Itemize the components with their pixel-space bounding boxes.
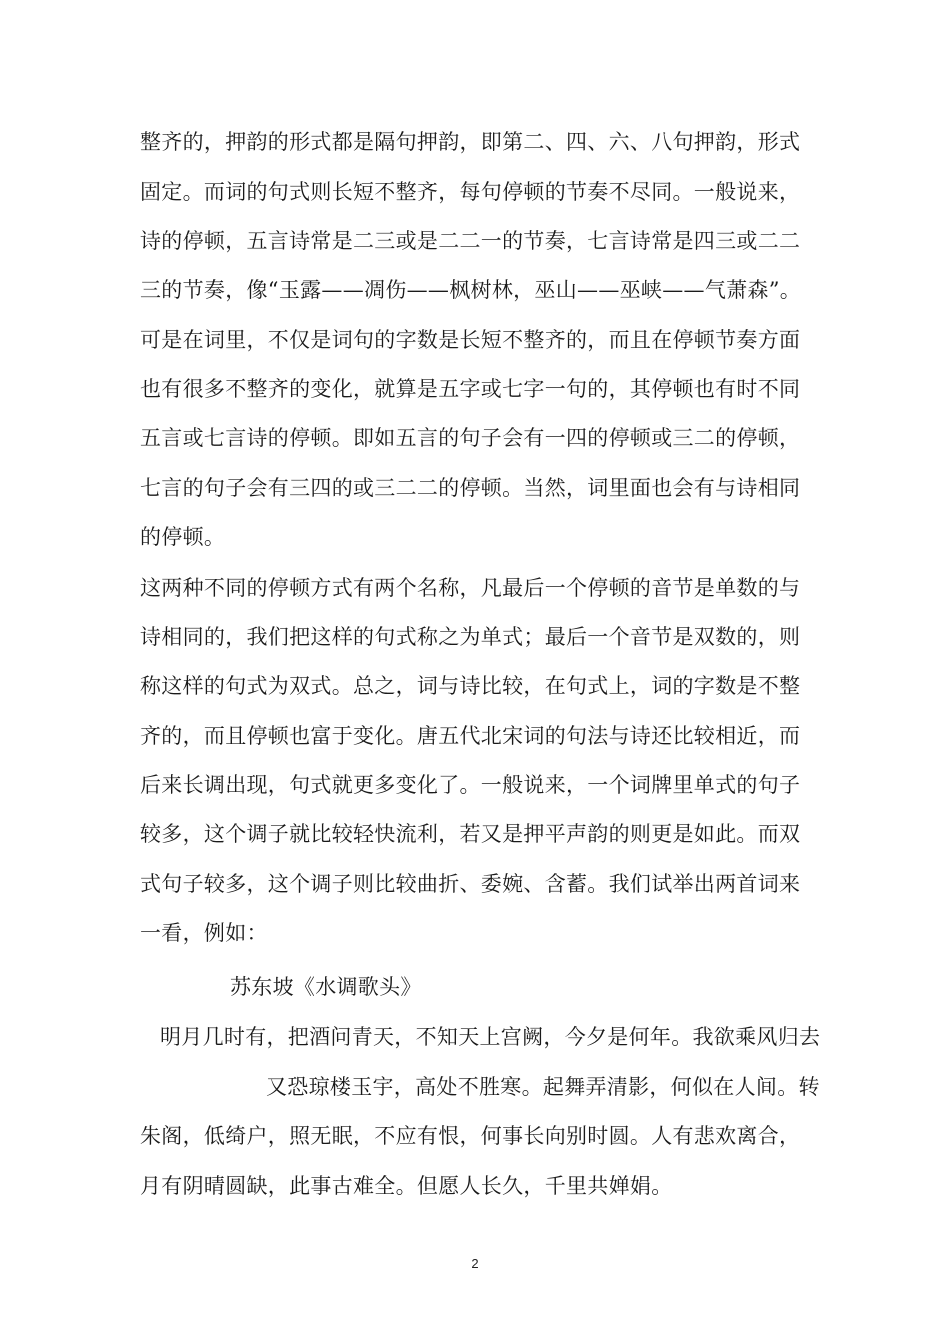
paragraph-1-line: 可是在词里，不仅是词句的字数是长短不整齐的，而且在停顿节奏方面 bbox=[140, 328, 801, 352]
paragraph-2-line: 较多，这个调子就比较轻快流利，若又是押平声韵的则更是如此。而双 bbox=[140, 822, 801, 846]
poem-line: 朱阁，低绮户，照无眠，不应有恨，何事长向别时圆。人有悲欢离合， bbox=[140, 1124, 801, 1148]
paragraph-2-line: 一看，例如： bbox=[140, 921, 268, 945]
paragraph-1-line: 整齐的，押韵的形式都是隔句押韵，即第二、四、六、八句押韵，形式 bbox=[140, 130, 801, 154]
paragraph-2-line: 称这样的句式为双式。总之，词与诗比较，在句式上，词的字数是不整 bbox=[140, 674, 801, 698]
paragraph-1-line: 的停顿。 bbox=[140, 525, 226, 549]
poem-line: 又恐琼楼玉宇，高处不胜寒。起舞弄清影，何似在人间。转 bbox=[266, 1075, 820, 1099]
paragraph-1-line: 固定。而词的句式则长短不整齐，每句停顿的节奏不尽同。一般说来， bbox=[140, 180, 801, 204]
paragraph-1-line: 也有很多不整齐的变化，就算是五字或七字一句的，其停顿也有时不同 bbox=[140, 377, 801, 401]
paragraph-2-line: 诗相同的，我们把这样的句式称之为单式；最后一个音节是双数的，则 bbox=[140, 625, 801, 649]
paragraph-1-line: 诗的停顿，五言诗常是二三或是二二一的节奏，七言诗常是四三或二二 bbox=[140, 229, 801, 253]
paragraph-1-line: 七言的句子会有三四的或三二二的停顿。当然，词里面也会有与诗相同 bbox=[140, 476, 801, 500]
poem-title: 苏东坡《水调歌头》 bbox=[230, 975, 422, 999]
paragraph-2-line: 式句子较多，这个调子则比较曲折、委婉、含蓄。我们试举出两首词来 bbox=[140, 872, 801, 896]
paragraph-2-line: 这两种不同的停顿方式有两个名称，凡最后一个停顿的音节是单数的与 bbox=[140, 576, 801, 600]
paragraph-2-line: 后来长调出现，句式就更多变化了。一般说来，一个词牌里单式的句子 bbox=[140, 773, 801, 797]
poem-line: 明月几时有，把酒问青天，不知天上宫阙，今夕是何年。我欲乘风归去 bbox=[160, 1025, 821, 1049]
page-number: 2 bbox=[471, 1256, 479, 1271]
paragraph-1-line: 五言或七言诗的停顿。即如五言的句子会有一四的停顿或三二的停顿， bbox=[140, 426, 801, 450]
poem-line: 月有阴晴圆缺，此事古难全。但愿人长久，千里共婵娟。 bbox=[140, 1174, 673, 1198]
paragraph-1-line: 三的节奏，像“玉露——凋伤——枫树林，巫山——巫峡——气萧森”。 bbox=[140, 278, 802, 302]
paragraph-2-line: 齐的，而且停顿也富于变化。唐五代北宋词的句法与诗还比较相近，而 bbox=[140, 724, 801, 748]
